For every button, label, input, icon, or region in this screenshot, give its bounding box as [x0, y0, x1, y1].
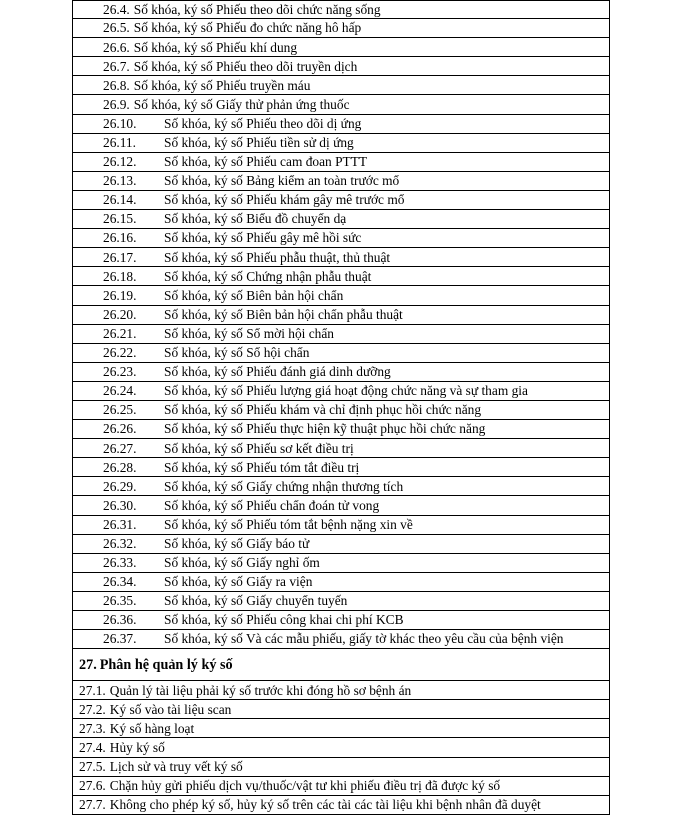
table-row	[72, 758, 610, 777]
table-row	[72, 401, 610, 420]
item-number: 26.9.	[103, 96, 130, 112]
item-number: 26.7.	[103, 58, 130, 74]
item-number: 26.16.	[103, 230, 137, 246]
item-text: Lịch sử và truy vết ký số	[109, 758, 243, 774]
item-text: Số khóa, ký số Phiếu lượng giá hoạt động chức năng và sự tham gia	[164, 383, 528, 399]
table-row	[72, 611, 610, 630]
table-row	[72, 516, 610, 535]
item-number: 27.4.	[79, 739, 106, 755]
table-row	[72, 267, 610, 286]
table-row	[72, 248, 610, 267]
item-number: 26.4.	[103, 1, 130, 17]
item-text: Số khóa, ký số Phiếu thực hiện kỹ thuật phục hồi chức năng	[164, 421, 486, 437]
item-text: Số khóa, ký số Phiếu chẩn đoán tử vong	[164, 497, 380, 513]
table-row	[72, 76, 610, 95]
table-row	[72, 95, 610, 114]
table-row	[72, 477, 610, 496]
table-row	[72, 134, 610, 153]
table-row	[72, 439, 610, 458]
item-number: 26.27.	[103, 440, 137, 456]
item-text: Số khóa, ký số Biểu đồ chuyển dạ	[164, 211, 347, 227]
item-text: Số khóa, ký số Phiếu khí dung	[133, 39, 298, 55]
item-number: 26.15.	[103, 211, 137, 227]
table-row	[72, 630, 610, 649]
item-text: Số khóa, ký số Biên bản hội chẩn	[164, 287, 344, 303]
item-number: 26.29.	[103, 478, 137, 494]
table-row	[72, 777, 610, 796]
item-number: 26.33.	[103, 555, 137, 571]
item-number: 26.10.	[103, 115, 137, 131]
item-number: 26.28.	[103, 459, 137, 475]
table-row	[72, 115, 610, 134]
item-text: Số khóa, ký số Phiếu theo dõi truyền dịch	[133, 58, 358, 74]
table-row	[72, 420, 610, 439]
item-text: Số khóa, ký số Chứng nhận phẫu thuật	[164, 268, 372, 284]
item-number: 26.12.	[103, 154, 137, 170]
table-row	[72, 153, 610, 172]
table-row	[72, 738, 610, 757]
item-text: Số khóa, ký số Phiếu cam đoan PTTT	[164, 154, 368, 170]
item-number: 27.7.	[79, 797, 106, 813]
table-row	[72, 535, 610, 554]
item-text: Số khóa, ký số Phiếu tóm tắt điều trị	[164, 459, 360, 475]
item-text: Ký số hàng loạt	[109, 720, 195, 736]
section-27-list	[72, 681, 610, 815]
section-number: 27.	[79, 656, 97, 673]
item-number: 26.22.	[103, 345, 137, 361]
item-text: Số khóa, ký số Bảng kiểm an toàn trước mổ	[164, 173, 400, 189]
item-number: 26.25.	[103, 402, 137, 418]
section-title: Phân hệ quản lý ký số	[99, 656, 233, 673]
table-row	[72, 19, 610, 38]
item-text: Số khóa, ký số Biên bản hội chẩn phẫu thuật	[164, 306, 403, 322]
item-text: Chặn hủy gửi phiếu dịch vụ/thuốc/vật tư khi phiếu điều trị đã được ký số	[109, 778, 501, 793]
table-row	[72, 681, 610, 700]
table-row	[72, 229, 610, 248]
item-text: Số khóa, ký số Phiếu phẫu thuật, thủ thuật	[164, 249, 391, 265]
item-text: Số khóa, ký số Phiếu theo dõi chức năng sống	[133, 1, 381, 17]
section-27-heading	[72, 649, 610, 681]
item-text: Số khóa, ký số Giấy báo tử	[164, 535, 310, 551]
item-number: 27.1.	[79, 682, 106, 698]
item-number: 26.36.	[103, 612, 137, 628]
item-text: Số khóa, ký số Phiếu công khai chi phí KCB	[164, 612, 404, 628]
item-text: Số khóa, ký số Phiếu đánh giá dinh dưỡng	[164, 364, 391, 380]
table-row	[72, 0, 610, 19]
item-text: Số khóa, ký số Phiếu theo dõi dị ứng	[164, 115, 362, 131]
item-number: 27.5.	[79, 758, 106, 774]
table-row	[72, 458, 610, 477]
item-text: Số khóa, ký số Giấy ra viện	[164, 574, 313, 590]
item-number: 26.6.	[103, 39, 130, 55]
item-text: Quản lý tài liệu phải ký số trước khi đóng hồ sơ bệnh án	[109, 682, 412, 698]
table-row	[72, 592, 610, 611]
item-number: 26.19.	[103, 287, 137, 303]
item-text: Không cho phép ký số, hủy ký số trên các tài các tài liệu khi bệnh nhân đã duyệt	[109, 797, 541, 813]
item-number: 26.34.	[103, 574, 137, 590]
item-text: Hủy ký số	[109, 739, 165, 755]
item-text: Ký số vào tài liệu scan	[109, 701, 232, 717]
item-text: Số khóa, ký số Phiếu tóm tắt bệnh nặng xin về	[164, 516, 413, 532]
item-number: 27.2.	[79, 701, 106, 717]
item-number: 26.24.	[103, 383, 137, 399]
item-text: Số khóa, ký số Phiếu khám gây mê trước mổ	[164, 192, 405, 208]
item-text: Số khóa, ký số Phiếu sơ kết điều trị	[164, 440, 354, 456]
table-row	[72, 306, 610, 325]
item-number: 27.3.	[79, 720, 106, 736]
item-number: 26.31.	[103, 516, 137, 532]
table-row	[72, 719, 610, 738]
table-row	[72, 796, 610, 815]
item-text: Số khóa, ký số Phiếu gây mê hồi sức	[164, 230, 362, 246]
table-row	[72, 382, 610, 401]
item-text: Số khóa, ký số Giấy chứng nhận thương tích	[164, 478, 404, 494]
table-row	[72, 191, 610, 210]
item-number: 26.18.	[103, 268, 137, 284]
requirements-table	[72, 0, 610, 815]
section-26-list	[72, 0, 610, 649]
item-text: Số khóa, ký số Giấy chuyển tuyến	[164, 593, 348, 609]
item-number: 27.6.	[79, 778, 106, 793]
table-row	[72, 57, 610, 76]
item-number: 26.5.	[103, 20, 130, 36]
item-number: 26.21.	[103, 325, 137, 341]
item-number: 26.8.	[103, 77, 130, 93]
table-row	[72, 573, 610, 592]
item-text: Số khóa, ký số Giấy thử phản ứng thuốc	[133, 96, 350, 112]
table-row	[72, 172, 610, 191]
item-number: 26.30.	[103, 497, 137, 513]
item-number: 26.17.	[103, 249, 137, 265]
item-number: 26.14.	[103, 192, 137, 208]
item-number: 26.37.	[103, 631, 137, 647]
table-row	[72, 210, 610, 229]
table-row	[72, 344, 610, 363]
item-number: 26.11.	[103, 135, 136, 150]
item-text: Số khóa, ký số Phiếu tiền sử dị ứng	[164, 135, 354, 150]
item-text: Số khóa, ký số Phiếu truyền máu	[133, 77, 311, 93]
item-number: 26.32.	[103, 535, 137, 551]
item-text: Số khóa, ký số Sổ hội chẩn	[164, 345, 310, 361]
item-text: Số khóa, ký số Sổ mời hội chẩn	[164, 325, 334, 341]
item-number: 26.26.	[103, 421, 137, 437]
item-text: Số khóa, ký số Phiếu khám và chỉ định phục hồi chức năng	[164, 402, 482, 418]
table-row	[72, 325, 610, 344]
table-row	[72, 363, 610, 382]
table-row	[72, 700, 610, 719]
table-row	[72, 554, 610, 573]
item-number: 26.35.	[103, 593, 137, 609]
table-row	[72, 38, 610, 57]
item-number: 26.23.	[103, 364, 137, 380]
item-text: Số khóa, ký số Giấy nghỉ ốm	[164, 555, 320, 571]
table-row	[72, 496, 610, 515]
item-text: Số khóa, ký số Và các mẫu phiếu, giấy tờ khác theo yêu cầu của bệnh viện	[164, 631, 564, 647]
item-number: 26.13.	[103, 173, 137, 189]
item-number: 26.20.	[103, 306, 137, 322]
table-row	[72, 286, 610, 305]
item-text: Số khóa, ký số Phiếu đo chức năng hô hấp	[133, 20, 362, 36]
